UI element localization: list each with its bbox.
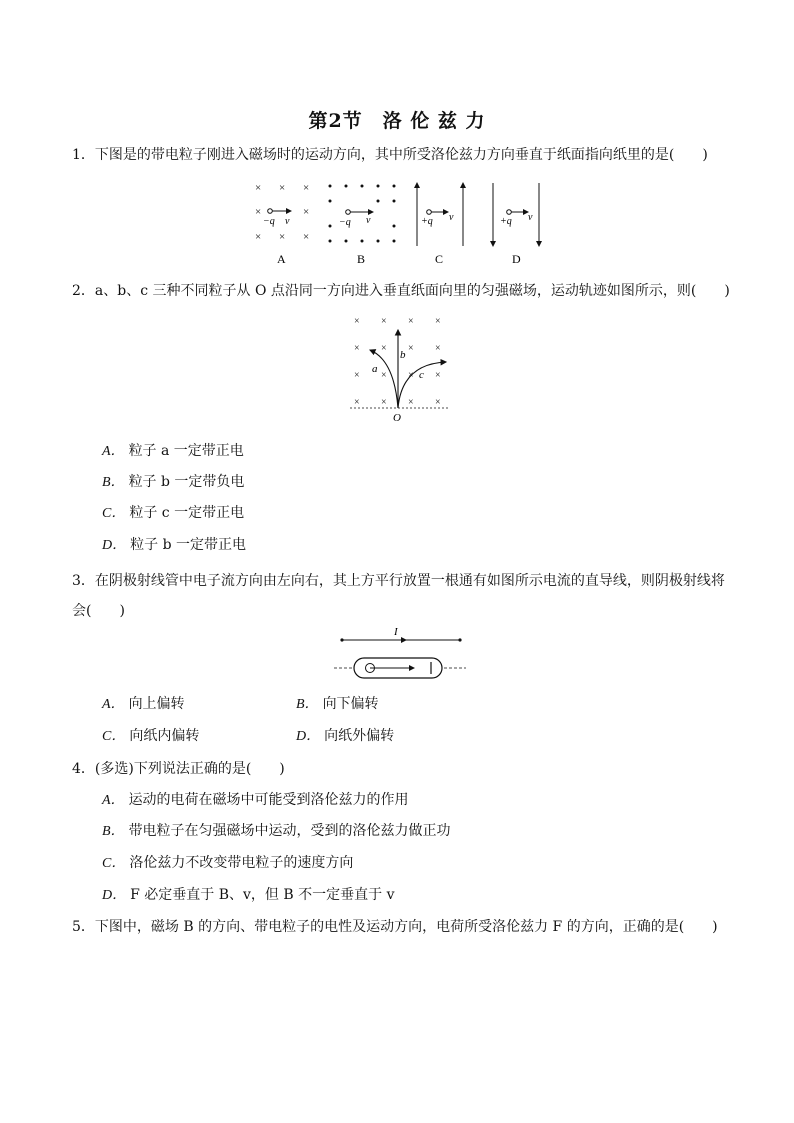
q4-option-a: A． 运动的电荷在磁场中可能受到洛伦兹力的作用 bbox=[102, 792, 409, 808]
svg-text:×: × bbox=[408, 316, 414, 327]
figure-b-dots bbox=[329, 185, 396, 243]
figure-a-crosses bbox=[255, 182, 309, 243]
current-label: I bbox=[394, 626, 398, 638]
q3-option-c: C． 向纸内偏转 bbox=[102, 728, 200, 744]
figure-label-a: A bbox=[277, 252, 286, 266]
velocity-label-a: v bbox=[285, 216, 290, 227]
q2-option-b: B． 粒子 b 一定带负电 bbox=[102, 474, 245, 490]
svg-text:×: × bbox=[354, 397, 360, 408]
trajectory-label-b: b bbox=[400, 349, 406, 361]
svg-text:×: × bbox=[381, 397, 387, 408]
svg-text:×: × bbox=[303, 182, 310, 194]
q2-option-c: C． 粒子 c 一定带正电 bbox=[102, 505, 245, 521]
question-5-stem: 5．下图中，磁场 B 的方向、带电粒子的电性及运动方向，电荷所受洛伦兹力 F 的方向，正确的是( ) bbox=[72, 919, 718, 935]
svg-text:×: × bbox=[408, 370, 414, 381]
charge-label-a: −q bbox=[263, 216, 275, 227]
q4-option-c: C． 洛伦兹力不改变带电粒子的速度方向 bbox=[102, 855, 354, 871]
field-crosses bbox=[354, 316, 441, 408]
svg-text:×: × bbox=[435, 343, 441, 354]
velocity-label-d: v bbox=[528, 212, 533, 223]
figure-label-b: B bbox=[357, 252, 366, 266]
question-2-stem: 2．a、b、c 三种不同粒子从 O 点沿同一方向进入垂直纸面向里的匀强磁场，运动轨迹如图所示，则( ) bbox=[72, 283, 730, 299]
question-1-figure bbox=[245, 178, 555, 268]
q3-option-d: D． 向纸外偏转 bbox=[296, 728, 395, 744]
svg-text:×: × bbox=[354, 316, 360, 327]
q3-option-b: B． 向下偏转 bbox=[296, 696, 379, 712]
svg-text:×: × bbox=[255, 206, 262, 218]
svg-text:×: × bbox=[255, 182, 262, 194]
svg-text:×: × bbox=[408, 343, 414, 354]
svg-text:×: × bbox=[354, 343, 360, 354]
svg-text:×: × bbox=[408, 397, 414, 408]
question-3-figure bbox=[334, 622, 466, 686]
q3-option-a: A． 向上偏转 bbox=[102, 696, 185, 712]
velocity-label-b: v bbox=[366, 215, 371, 226]
velocity-label-c: v bbox=[449, 212, 454, 223]
svg-text:×: × bbox=[255, 231, 262, 243]
svg-text:×: × bbox=[279, 182, 286, 194]
figure-label-c: C bbox=[435, 252, 444, 266]
question-3-stem: 3．在阴极射线管中电子流方向由左向右，其上方平行放置一根通有如图所示电流的直导线，则阴极射线将 会( ) bbox=[72, 573, 725, 619]
svg-text:×: × bbox=[303, 206, 310, 218]
question-2-figure bbox=[348, 312, 452, 424]
charge-label-b: −q bbox=[339, 217, 351, 228]
question-4-stem: 4．(多选)下列说法正确的是( ) bbox=[72, 761, 285, 777]
q4-option-b: B． 带电粒子在匀强磁场中运动，受到的洛伦兹力做正功 bbox=[102, 823, 451, 839]
q2-option-d: D． 粒子 b 一定带正电 bbox=[102, 537, 246, 553]
svg-text:×: × bbox=[435, 316, 441, 327]
question-1-stem: 1．下图是的带电粒子刚进入磁场时的运动方向，其中所受洛伦兹力方向垂直于纸面指向纸里的是( ) bbox=[72, 147, 708, 163]
q2-option-a: A． 粒子 a 一定带正电 bbox=[102, 443, 244, 459]
svg-text:×: × bbox=[354, 370, 360, 381]
origin-label: O bbox=[393, 412, 401, 424]
q4-option-d: D． F 必定垂直于 B、v，但 B 不一定垂直于 v bbox=[102, 887, 395, 903]
svg-text:×: × bbox=[435, 397, 441, 408]
svg-text:×: × bbox=[381, 370, 387, 381]
charge-label-d: +q bbox=[500, 216, 512, 227]
trajectory-label-a: a bbox=[372, 363, 378, 375]
trajectory-label-c: c bbox=[419, 369, 424, 381]
page-title: 第2节 洛 伦 兹 力 bbox=[308, 110, 486, 132]
charge-label-c: +q bbox=[421, 216, 433, 227]
svg-text:×: × bbox=[381, 316, 387, 327]
figure-label-d: D bbox=[512, 252, 521, 266]
svg-text:×: × bbox=[303, 231, 310, 243]
svg-text:×: × bbox=[435, 370, 441, 381]
svg-text:×: × bbox=[279, 231, 286, 243]
svg-text:×: × bbox=[381, 343, 387, 354]
